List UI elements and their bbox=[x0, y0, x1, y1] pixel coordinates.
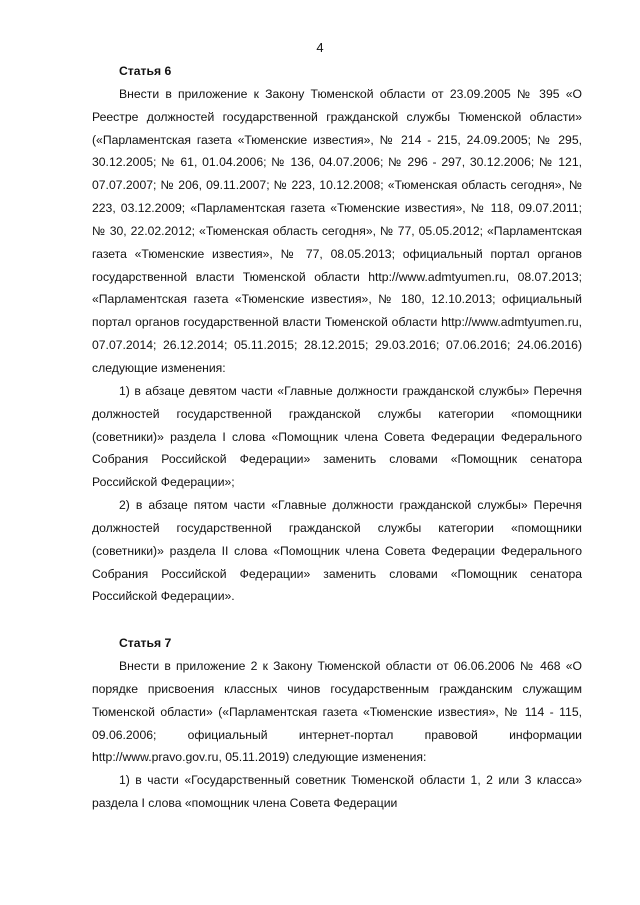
page-number: 4 bbox=[316, 40, 324, 55]
article-6-item-2: 2) в абзаце пятом части «Главные должности гражданской службы» Перечня должностей государственной гражданской службы категории «помощники (советники)» раздела II слова «Помощник члена Совета Федерации Федерального Собрания Российской Федерации» заменить словами «Помощник сенатора Российской Федерации». bbox=[92, 498, 582, 604]
article-6-intro: Внести в приложение к Закону Тюменской области от 23.09.2005 № 395 «О Реестре должностей государственной гражданской службы Тюменской области» («Парламентская газета «Тюменские известия», № 214 - 215, 24.09.2005; № 295, 30.12.2005; № 61, 01.04.2006; № 136, 04.07.2006; № 296 - 297, 30.12.2006; № 121, 07.07.2007; № 206, 09.11.2007; № 223, 10.12.2008; «Тюменская область сегодня», № 223, 03.12.2009; «Парламентская газета «Тюменские известия», № 118, 09.07.2011; № 30, 22.02.2012; «Тюменская область сегодня», № 77, 05.05.2012; «Парламентская газета «Тюменские известия», № 77, 08.05.2013; официальный портал органов государственной власти Тюменской области http://www.admtyumen.ru, 08.07.2013; «Парламентская газета «Тюменские известия», № 180, 12.10.2013; официальный портал органов государственной власти Тюменской области http://www.admtyumen.ru, 07.07.2014; 26.12.2014; 05.11.2015; 28.12.2015; 29.03.2016; 07.06.2016; 24.06.2016) следующие изменения: bbox=[92, 86, 582, 375]
article-7-item-1: 1) в части «Государственный советник Тюменской области 1, 2 или 3 класса» раздела I слова «помощник члена Совета Федерации bbox=[92, 773, 582, 811]
article-6-item-1: 1) в абзаце девятом части «Главные должности гражданской службы» Перечня должностей государственной гражданской службы категории «помощники (советники)» раздела I слова «Помощник члена Совета Федерации Федерального Собрания Российской Федерации» заменить словами «Помощник сенатора Российской Федерации»; bbox=[92, 383, 582, 490]
article-6-heading: Статья 6 bbox=[119, 64, 172, 78]
document-body bbox=[92, 56, 582, 815]
article-7-heading: Статья 7 bbox=[119, 636, 172, 651]
article-7-intro: Внести в приложение 2 к Закону Тюменской области от 06.06.2006 № 468 «О порядке присвоения классных чинов государственным гражданским служащим Тюменской области» («Парламентская газета «Тюменские известия», № 114 - 115, 09.06.2006; официальный интернет-портал правовой информации http://www.pravo.gov.ru, 05.11.2019) следующие изменения: bbox=[92, 659, 582, 765]
